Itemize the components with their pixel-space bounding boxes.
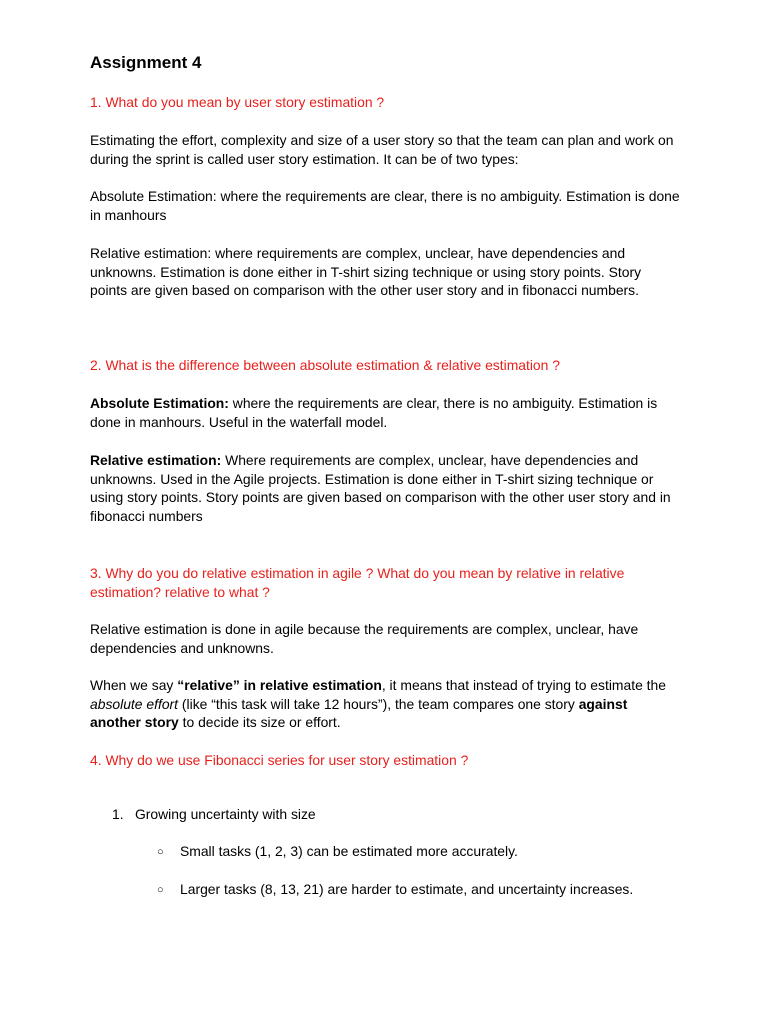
q2-relative-label: Relative estimation: bbox=[90, 452, 222, 468]
list-item-text: Growing uncertainty with size bbox=[135, 806, 316, 822]
q2-absolute-label: Absolute Estimation: bbox=[90, 395, 229, 411]
q1-answer-paragraph-1: Estimating the effort, complexity and size of a user story so that the team can plan and work on during the sprint is called user story estimation. It can be of two types: bbox=[90, 132, 674, 167]
q3-answer-paragraph-2 bbox=[90, 676, 680, 732]
q2-absolute-text: where the requirements are clear, there is no ambiguity. Estimation is done in manhours. Useful in the waterfall model. bbox=[90, 395, 658, 430]
document-title: Assignment 4 bbox=[90, 53, 202, 72]
q2-absolute-paragraph bbox=[90, 394, 680, 431]
question-2: 2. What is the difference between absolute estimation & relative estimation ? bbox=[90, 357, 560, 373]
q1-answer-paragraph-3: Relative estimation: where requirements are complex, unclear, have dependencies and unknowns. Estimation is done either in T-shirt sizing technique or using story points. Story points are given based on comparison with the other user story and in fibonacci numbers. bbox=[90, 245, 642, 299]
q3-bold-against-story: against another story bbox=[90, 695, 628, 731]
q3-text-part-4: to decide its size or effort. bbox=[178, 714, 341, 731]
q3-italic-absolute-effort: absolute effort bbox=[90, 695, 179, 712]
sub-list-item-2: Larger tasks (8, 13, 21) are harder to estimate, and uncertainty increases. bbox=[180, 881, 634, 897]
question-4: 4. Why do we use Fibonacci series for user story estimation ? bbox=[90, 752, 469, 768]
q3-text-part-1: When we say bbox=[90, 677, 178, 693]
q3-bold-relative: “relative” in relative estimation bbox=[177, 677, 382, 693]
q2-relative-paragraph bbox=[90, 451, 680, 525]
hollow-bullet-icon: ○ bbox=[157, 884, 164, 896]
question-3: 3. Why do you do relative estimation in agile ? What do you mean by relative in relative estimation? relative to what ? bbox=[90, 565, 625, 600]
q1-answer-paragraph-2: Absolute Estimation: where the requirements are clear, there is no ambiguity. Estimation is done in manhours bbox=[90, 188, 680, 223]
list-item-number: 1. bbox=[112, 806, 124, 822]
hollow-bullet-icon: ○ bbox=[157, 846, 164, 858]
q3-text-part-2: , it means that instead of trying to estimate the bbox=[381, 677, 666, 693]
sub-list-item-1: Small tasks (1, 2, 3) can be estimated more accurately. bbox=[180, 843, 518, 859]
q2-relative-text: Where requirements are complex, unclear, have dependencies and unknowns. Used in the Agile projects. Estimation is done either in T-shirt sizing technique or using story points. Story points are given based on comparison with the other user story and in fibonacci numbers bbox=[90, 452, 671, 524]
q3-answer-paragraph-1: Relative estimation is done in agile because the requirements are complex, unclear, have dependencies and unknowns. bbox=[90, 621, 639, 656]
q3-text-part-3: (like “this task will take 12 hours”), the team compares one story bbox=[178, 695, 579, 712]
question-1: 1. What do you mean by user story estimation ? bbox=[90, 94, 385, 110]
